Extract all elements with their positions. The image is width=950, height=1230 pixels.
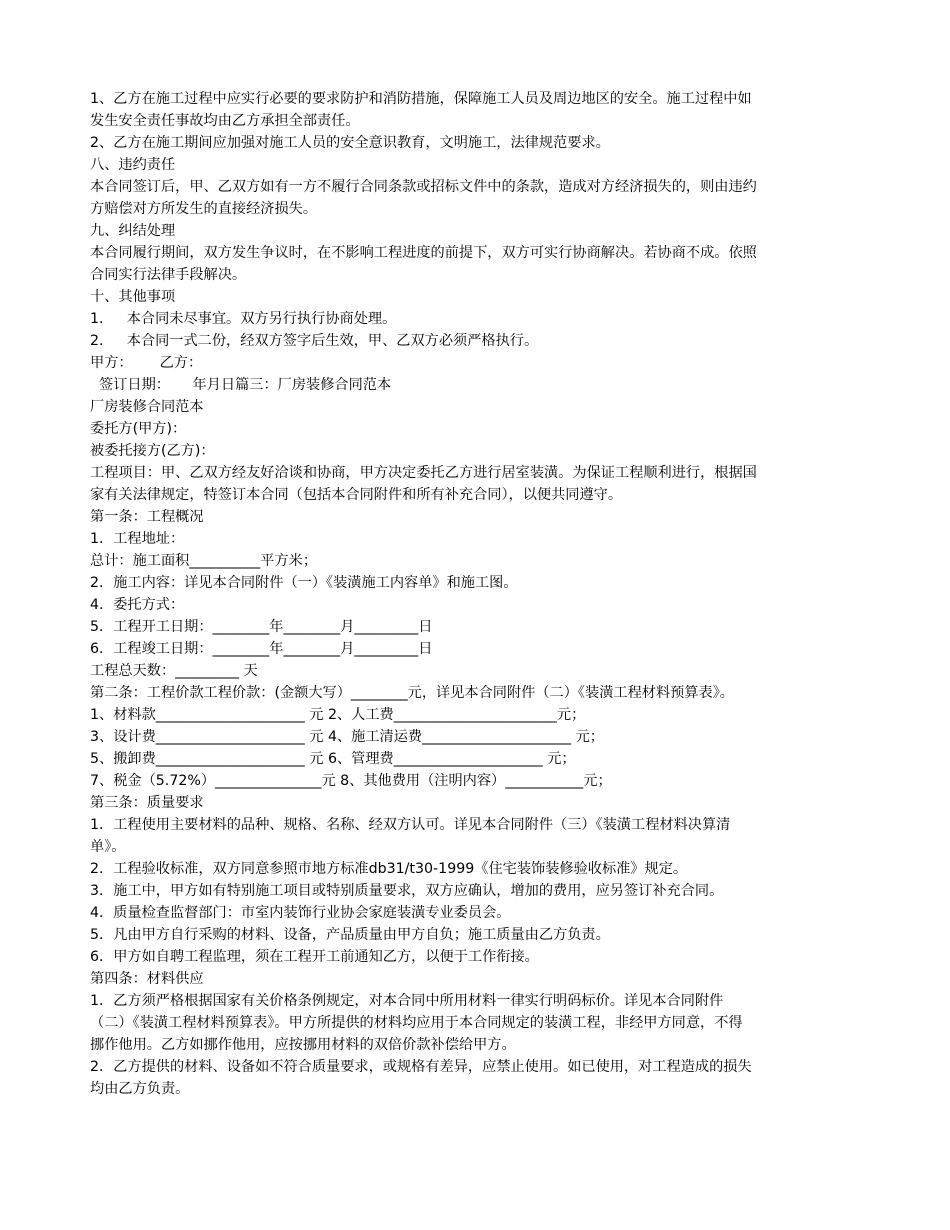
paragraph-line: 家有关法律规定，特签订本合同（包括本合同附件和所有补充合同），以便共同遵守。 <box>90 487 623 503</box>
list-item: 工程总天数：_________ 天 <box>90 663 258 679</box>
list-item: （二）《装潢工程材料预算表》。甲方所提供的材料均应用于本合同规定的装潢工程，非经甲方同意，不得 <box>90 1015 743 1031</box>
section-heading: 十、其他事项 <box>90 289 176 305</box>
paragraph-line: 发生安全责任事故均由乙方承担全部责任。 <box>90 113 360 129</box>
date-line: 签订日期： 年月日篇三：厂房装修合同范本 <box>90 377 392 393</box>
list-item: 单》。 <box>90 839 126 855</box>
list-item: 1．工程地址： <box>90 531 185 547</box>
list-item: 1．乙方须严格根据国家有关价格条例规定，对本合同中所用材料一律实行明码标价。详见本合同附件 <box>90 993 724 1009</box>
article-heading: 第四条：材料供应 <box>90 971 204 987</box>
paragraph-line: 1、乙方在施工过程中应实行必要的要求防护和消防措施，保障施工人员及周边地区的安全。施工过程中如 <box>90 91 752 107</box>
party-a-field: 委托方(甲方)： <box>90 421 187 437</box>
list-item: 5．凡由甲方自行采购的材料、设备，产品质量由甲方自负；施工质量由乙方负责。 <box>90 927 610 943</box>
party-b-field: 被委托接方(乙方)： <box>90 443 215 459</box>
article-heading: 第二条：工程价款工程价款：(金额大写）________元，详见本合同附件（二）《装潢工程材料预算表》。 <box>90 685 734 701</box>
list-item: 3．施工中，甲方如有特别施工项目或特别质量要求，双方应确认，增加的费用，应另签订补充合同。 <box>90 883 724 899</box>
paragraph-line: 工程项目：甲、乙双方经友好洽谈和协商，甲方决定委托乙方进行居室装潢。为保证工程顺利进行，根据国 <box>90 465 757 481</box>
list-item: 2．工程验收标准，双方同意参照市地方标准db31/t30-1999《住宅装饰装修验收标准》规定。 <box>90 861 688 877</box>
article-heading: 第三条：质量要求 <box>90 795 204 811</box>
list-item: 5．工程开工日期：________年________月_________日 <box>90 619 433 635</box>
list-item: 6．甲方如自聘工程监理，须在工程开工前通知乙方，以便于工作衔接。 <box>90 949 539 965</box>
list-item: 总计：施工面积__________平方米； <box>90 553 318 569</box>
list-item: 挪作他用。乙方如挪作他用，应按挪用材料的双倍价款补偿给甲方。 <box>90 1037 516 1053</box>
list-item: 均由乙方负责。 <box>90 1081 190 1097</box>
fee-line: 3、设计费_____________________ 元 4、施工清运费_____________________ 元； <box>90 729 604 745</box>
list-item: 2．乙方提供的材料、设备如不符合质量要求，或规格有差异，应禁止使用。如已使用，对工程造成的损失 <box>90 1059 752 1075</box>
section-heading: 八、违约责任 <box>90 157 176 173</box>
list-item: 1． 本合同未尽事宜。双方另行执行协商处理。 <box>90 311 397 327</box>
document-page <box>90 88 860 1100</box>
list-item: 2． 本合同一式二份，经双方签字后生效，甲、乙双方必须严格执行。 <box>90 333 539 349</box>
paragraph-line: 2、乙方在施工期间应加强对施工人员的安全意识教育，文明施工，法律规范要求。 <box>90 135 610 151</box>
article-heading: 第一条：工程概况 <box>90 509 204 525</box>
list-item: 4．质量检查监督部门：市室内装饰行业协会家庭装潢专业委员会。 <box>90 905 511 921</box>
paragraph-line: 方赔偿对方所发生的直接经济损失。 <box>90 201 318 217</box>
signature-line: 甲方： 乙方： <box>90 355 203 371</box>
list-item: 1．工程使用主要材料的品种、规格、名称、经双方认可。详见本合同附件（三）《装潢工程材料决算清 <box>90 817 731 833</box>
document-title: 厂房装修合同范本 <box>90 399 204 415</box>
list-item: 2．施工内容：详见本合同附件（一）《装潢施工内容单》和施工图。 <box>90 575 518 591</box>
fee-line: 1、材料款_____________________ 元 2、人工费_______________________元； <box>90 707 586 723</box>
paragraph-line: 本合同履行期间，双方发生争议时，在不影响工程进度的前提下，双方可实行协商解决。若协商不成。依照 <box>90 245 757 261</box>
section-heading: 九、纠结处理 <box>90 223 176 239</box>
fee-line: 7、税金（5.72%）_______________元 8、其他费用（注明内容）___________元； <box>90 773 612 789</box>
list-item: 4．委托方式： <box>90 597 185 613</box>
paragraph-line: 本合同签订后，甲、乙双方如有一方不履行合同条款或招标文件中的条款，造成对方经济损失的，则由违约 <box>90 179 757 195</box>
fee-line: 5、搬卸费_____________________ 元 6、管理费_____________________ 元； <box>90 751 576 767</box>
paragraph-line: 合同实行法律手段解决。 <box>90 267 247 283</box>
list-item: 6．工程竣工日期：________年________月_________日 <box>90 641 433 657</box>
